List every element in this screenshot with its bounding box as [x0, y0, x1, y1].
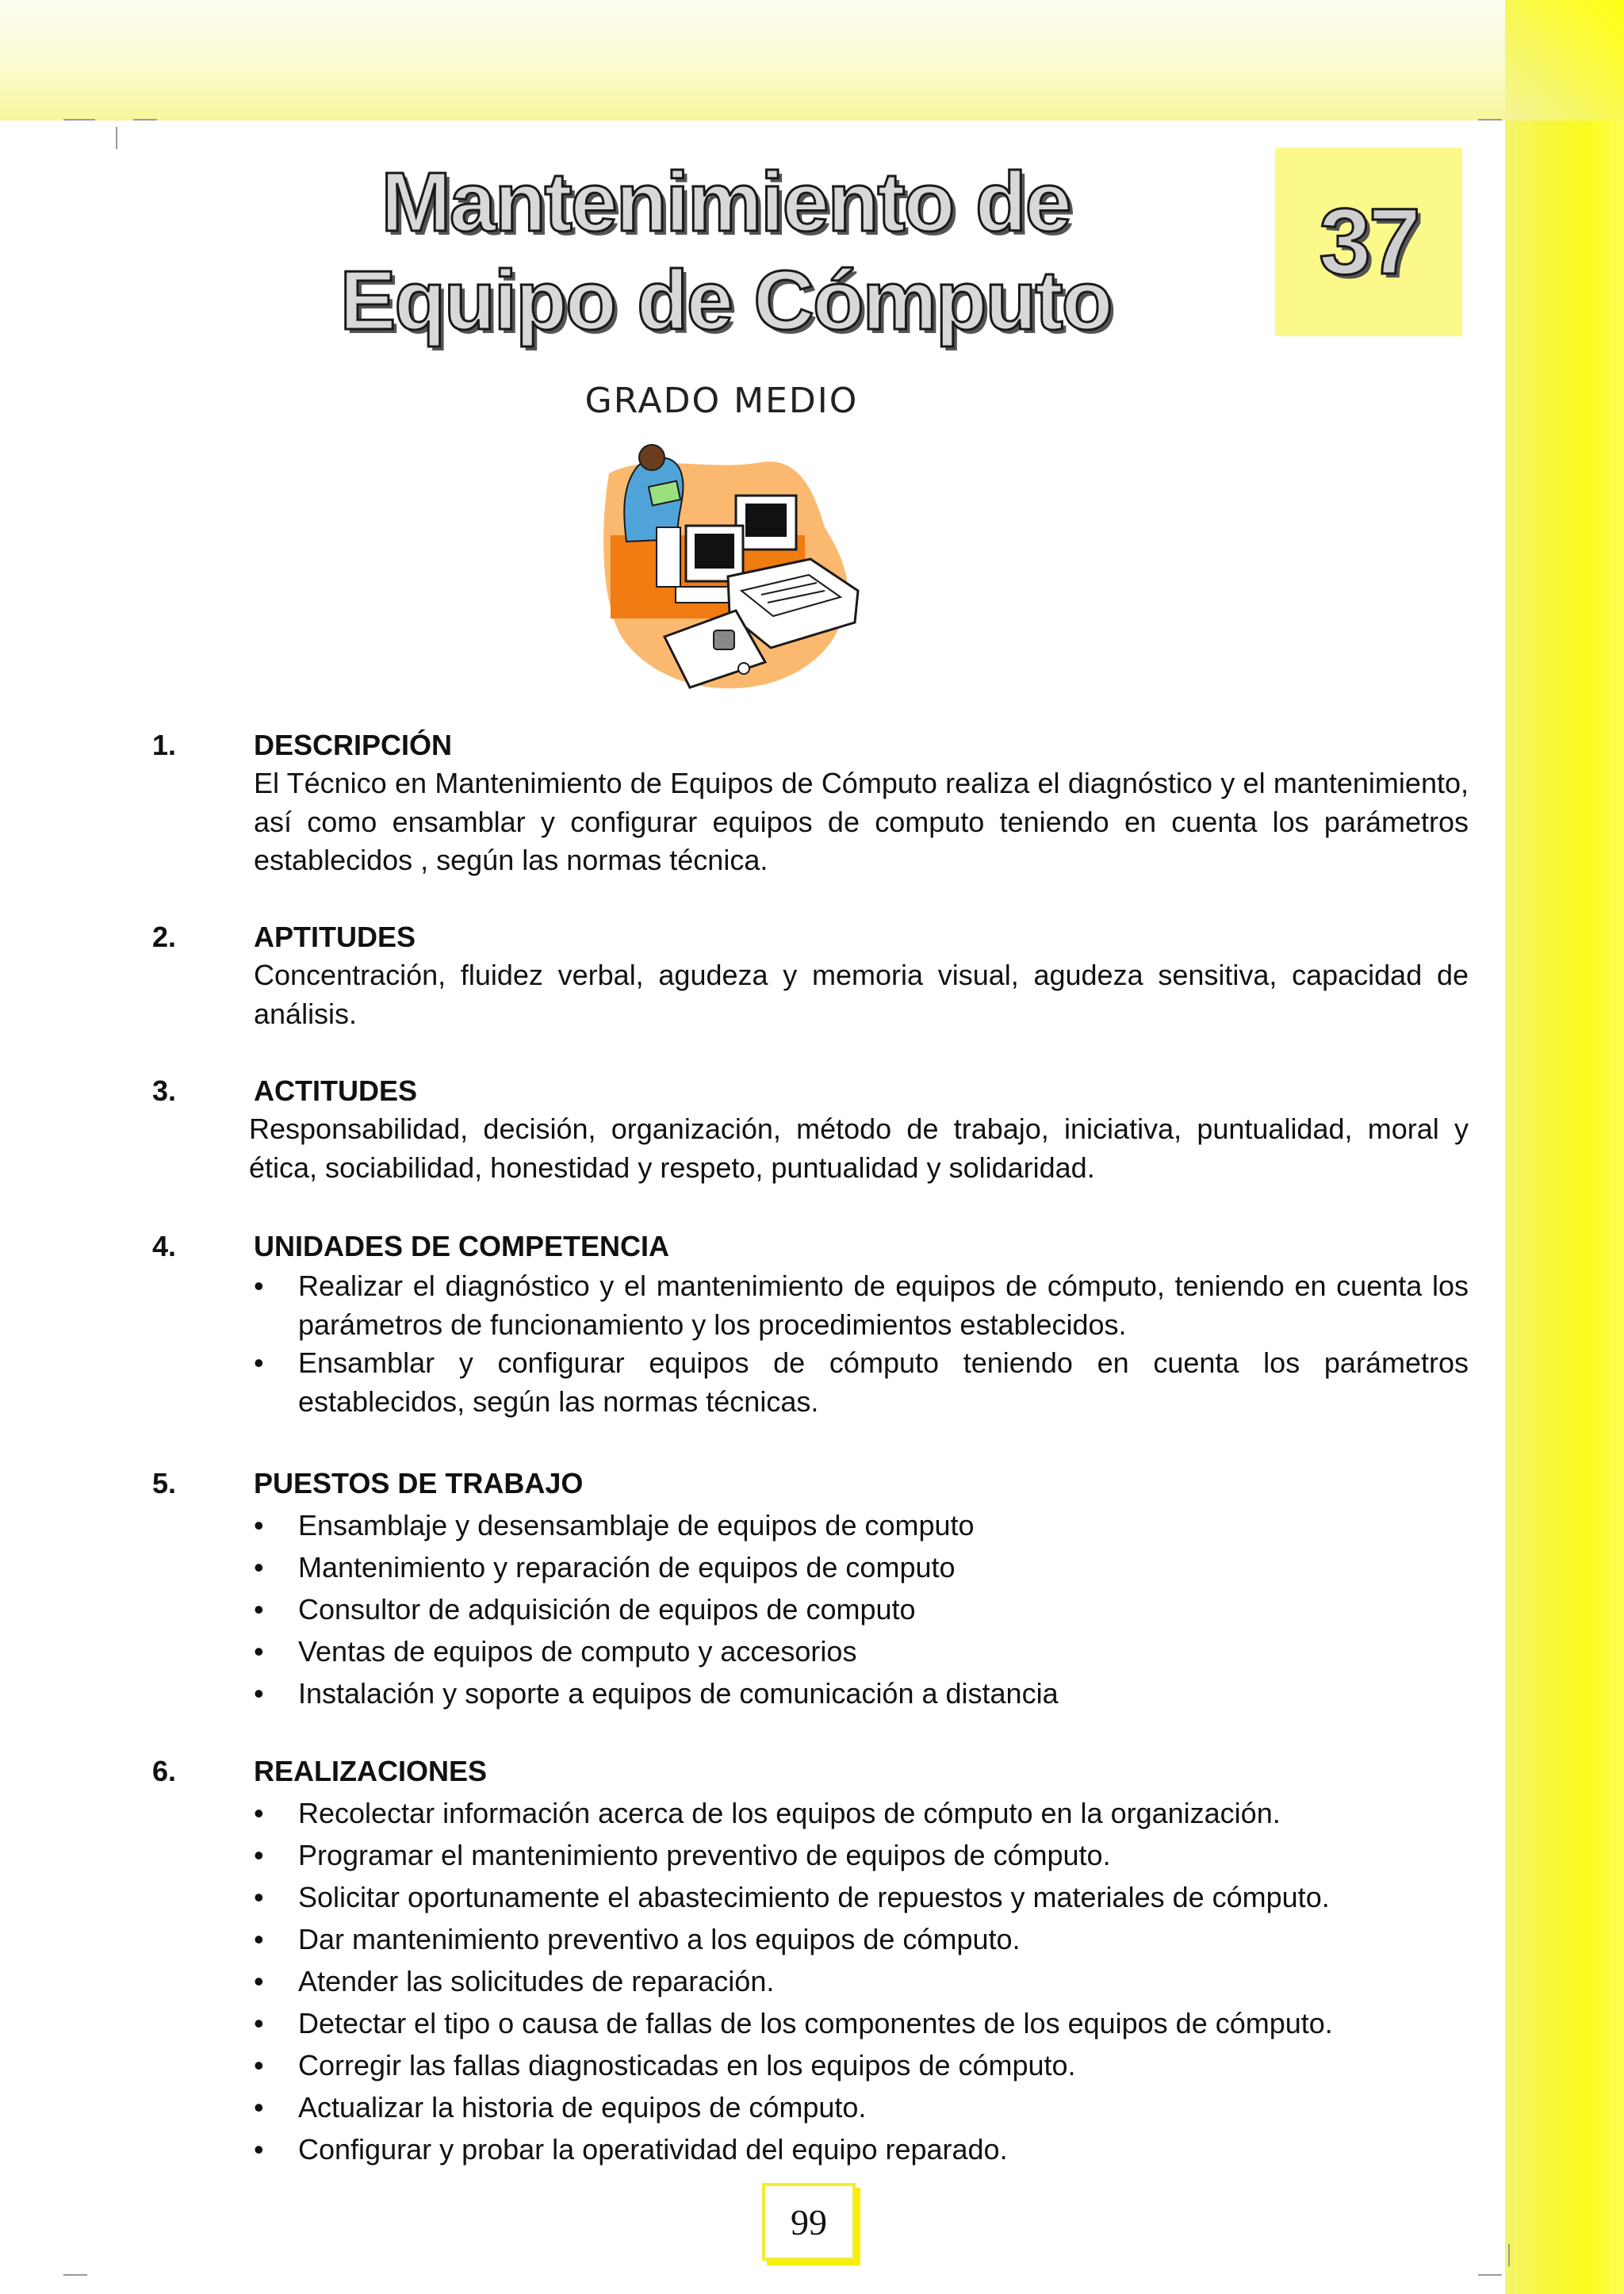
crop-mark: [63, 119, 95, 121]
list-item-text: Atender las solicitudes de reparación.: [298, 1965, 775, 1997]
subtitle: GRADO MEDIO: [584, 381, 859, 421]
crop-mark: [116, 127, 117, 149]
section-number: 2.: [152, 921, 177, 953]
list-item: [254, 1672, 1469, 1714]
list-item: [254, 2044, 1469, 2086]
list-item: [254, 1504, 1469, 1546]
bullet-icon: •: [254, 1881, 264, 1913]
list-item-text: Dar mantenimiento preventivo a los equipos de cómputo.: [298, 1923, 1021, 1955]
bullet-list: [254, 1792, 1469, 2170]
bullet-icon: •: [254, 1923, 264, 1955]
list-item-text: Consultor de adquisición de equipos de computo: [298, 1593, 916, 1626]
list-item: [254, 1546, 1469, 1588]
section-text: Concentración, fluidez verbal, agudeza y memoria visual, agudeza sensitiva, capacidad de análisis.: [254, 959, 1469, 1030]
list-item-text: Ensamblaje y desensamblaje de equipos de computo: [298, 1509, 975, 1541]
bullet-icon: •: [254, 1677, 264, 1710]
bullet-list: [254, 1267, 1469, 1421]
list-item-text: Corregir las fallas diagnosticadas en los equipos de cómputo.: [298, 2049, 1076, 2081]
bullet-icon: •: [254, 1346, 264, 1379]
section-heading: APTITUDES: [254, 921, 416, 953]
section-number: 6.: [152, 1755, 177, 1787]
badge-number: 37: [1319, 190, 1419, 294]
list-item-text: Ensamblar y configurar equipos de cómputo teniendo en cuenta los parámetros establecidos, según las normas técnicas.: [298, 1346, 1469, 1418]
bullet-icon: •: [254, 1635, 264, 1668]
page-title-line-1: Mantenimiento de: [381, 155, 1071, 249]
list-item-text: Solicitar oportunamente el abastecimiento de repuestos y materiales de cómputo.: [298, 1881, 1330, 1913]
list-item-text: Detectar el tipo o causa de fallas de los componentes de los equipos de cómputo.: [298, 2007, 1333, 2039]
section-number: 3.: [152, 1074, 177, 1107]
list-item: [254, 1344, 1469, 1421]
bullet-icon: •: [254, 1839, 264, 1871]
bullet-icon: •: [254, 2133, 264, 2166]
page-title-line-2: Equipo de Cómputo: [339, 254, 1112, 347]
crop-mark: [1508, 2244, 1510, 2266]
section-heading: PUESTOS DE TRABAJO: [254, 1467, 584, 1499]
list-item-text: Ventas de equipos de computo y accesorios: [298, 1635, 857, 1668]
section-number: 5.: [152, 1467, 177, 1499]
bullet-icon: •: [254, 1965, 264, 1997]
list-item-text: Realizar el diagnóstico y el mantenimiento de equipos de cómputo, teniendo en cuenta los parámetros de funcionamiento y los procedimientos establecidos.: [298, 1270, 1469, 1341]
list-item-text: Recolectar información acerca de los equipos de cómputo en la organización.: [298, 1797, 1281, 1829]
bullet-icon: •: [254, 1593, 264, 1626]
list-item: [254, 2128, 1469, 2170]
bullet-icon: •: [254, 2007, 264, 2039]
list-item: [254, 1876, 1469, 1918]
crop-mark: [133, 119, 157, 121]
section-number: 1.: [152, 729, 177, 761]
section-text: Responsabilidad, decisión, organización, método de trabajo, iniciativa, puntualidad, moral y ética, sociabilidad, honestidad y respeto, puntualidad y solidaridad.: [249, 1113, 1469, 1184]
section-heading: DESCRIPCIÓN: [254, 729, 453, 761]
list-item-text: Actualizar la historia de equipos de cómputo.: [298, 2091, 867, 2124]
list-item-text: Configurar y probar la operatividad del equipo reparado.: [298, 2133, 1008, 2166]
yellow-frame-corner: [1505, 0, 1624, 121]
section-heading: ACTITUDES: [254, 1074, 417, 1107]
list-item: [254, 2086, 1469, 2128]
list-item: [254, 1267, 1469, 1344]
list-item: [254, 1918, 1469, 1960]
bullet-list: [254, 1504, 1469, 1714]
bullet-icon: •: [254, 1509, 264, 1541]
section-heading: REALIZACIONES: [254, 1755, 488, 1787]
page-number: 99: [791, 2201, 827, 2242]
page-number-box: [762, 2183, 856, 2261]
bullet-icon: •: [254, 1270, 264, 1302]
yellow-frame-right: [1505, 0, 1624, 2294]
technician-computer-repair-icon: [603, 440, 864, 694]
bullet-icon: •: [254, 1797, 264, 1829]
crop-mark: [1478, 119, 1502, 121]
list-item: [254, 1588, 1469, 1630]
bullet-icon: •: [254, 2049, 264, 2081]
list-item-text: Mantenimiento y reparación de equipos de computo: [298, 1551, 956, 1584]
list-item: [254, 1630, 1469, 1672]
section-heading: UNIDADES DE COMPETENCIA: [254, 1230, 670, 1262]
crop-mark: [1478, 2274, 1502, 2276]
yellow-frame-top: [0, 0, 1624, 121]
section-text: El Técnico en Mantenimiento de Equipos de Cómputo realiza el diagnóstico y el mantenimiento, así como ensamblar y configurar equipos de computo teniendo en cuenta los parámetros establecidos , según las normas técnica.: [254, 767, 1469, 876]
list-item: [254, 2002, 1469, 2044]
bullet-icon: •: [254, 2091, 264, 2124]
list-item-text: Programar el mantenimiento preventivo de equipos de cómputo.: [298, 1839, 1111, 1871]
list-item: [254, 1792, 1469, 1834]
number-badge: [1275, 147, 1462, 336]
list-item-text: Instalación y soporte a equipos de comunicación a distancia: [298, 1677, 1059, 1710]
section-number: 4.: [152, 1230, 177, 1262]
crop-mark: [63, 2274, 87, 2276]
bullet-icon: •: [254, 1551, 264, 1584]
list-item: [254, 1960, 1469, 2002]
list-item: [254, 1834, 1469, 1876]
